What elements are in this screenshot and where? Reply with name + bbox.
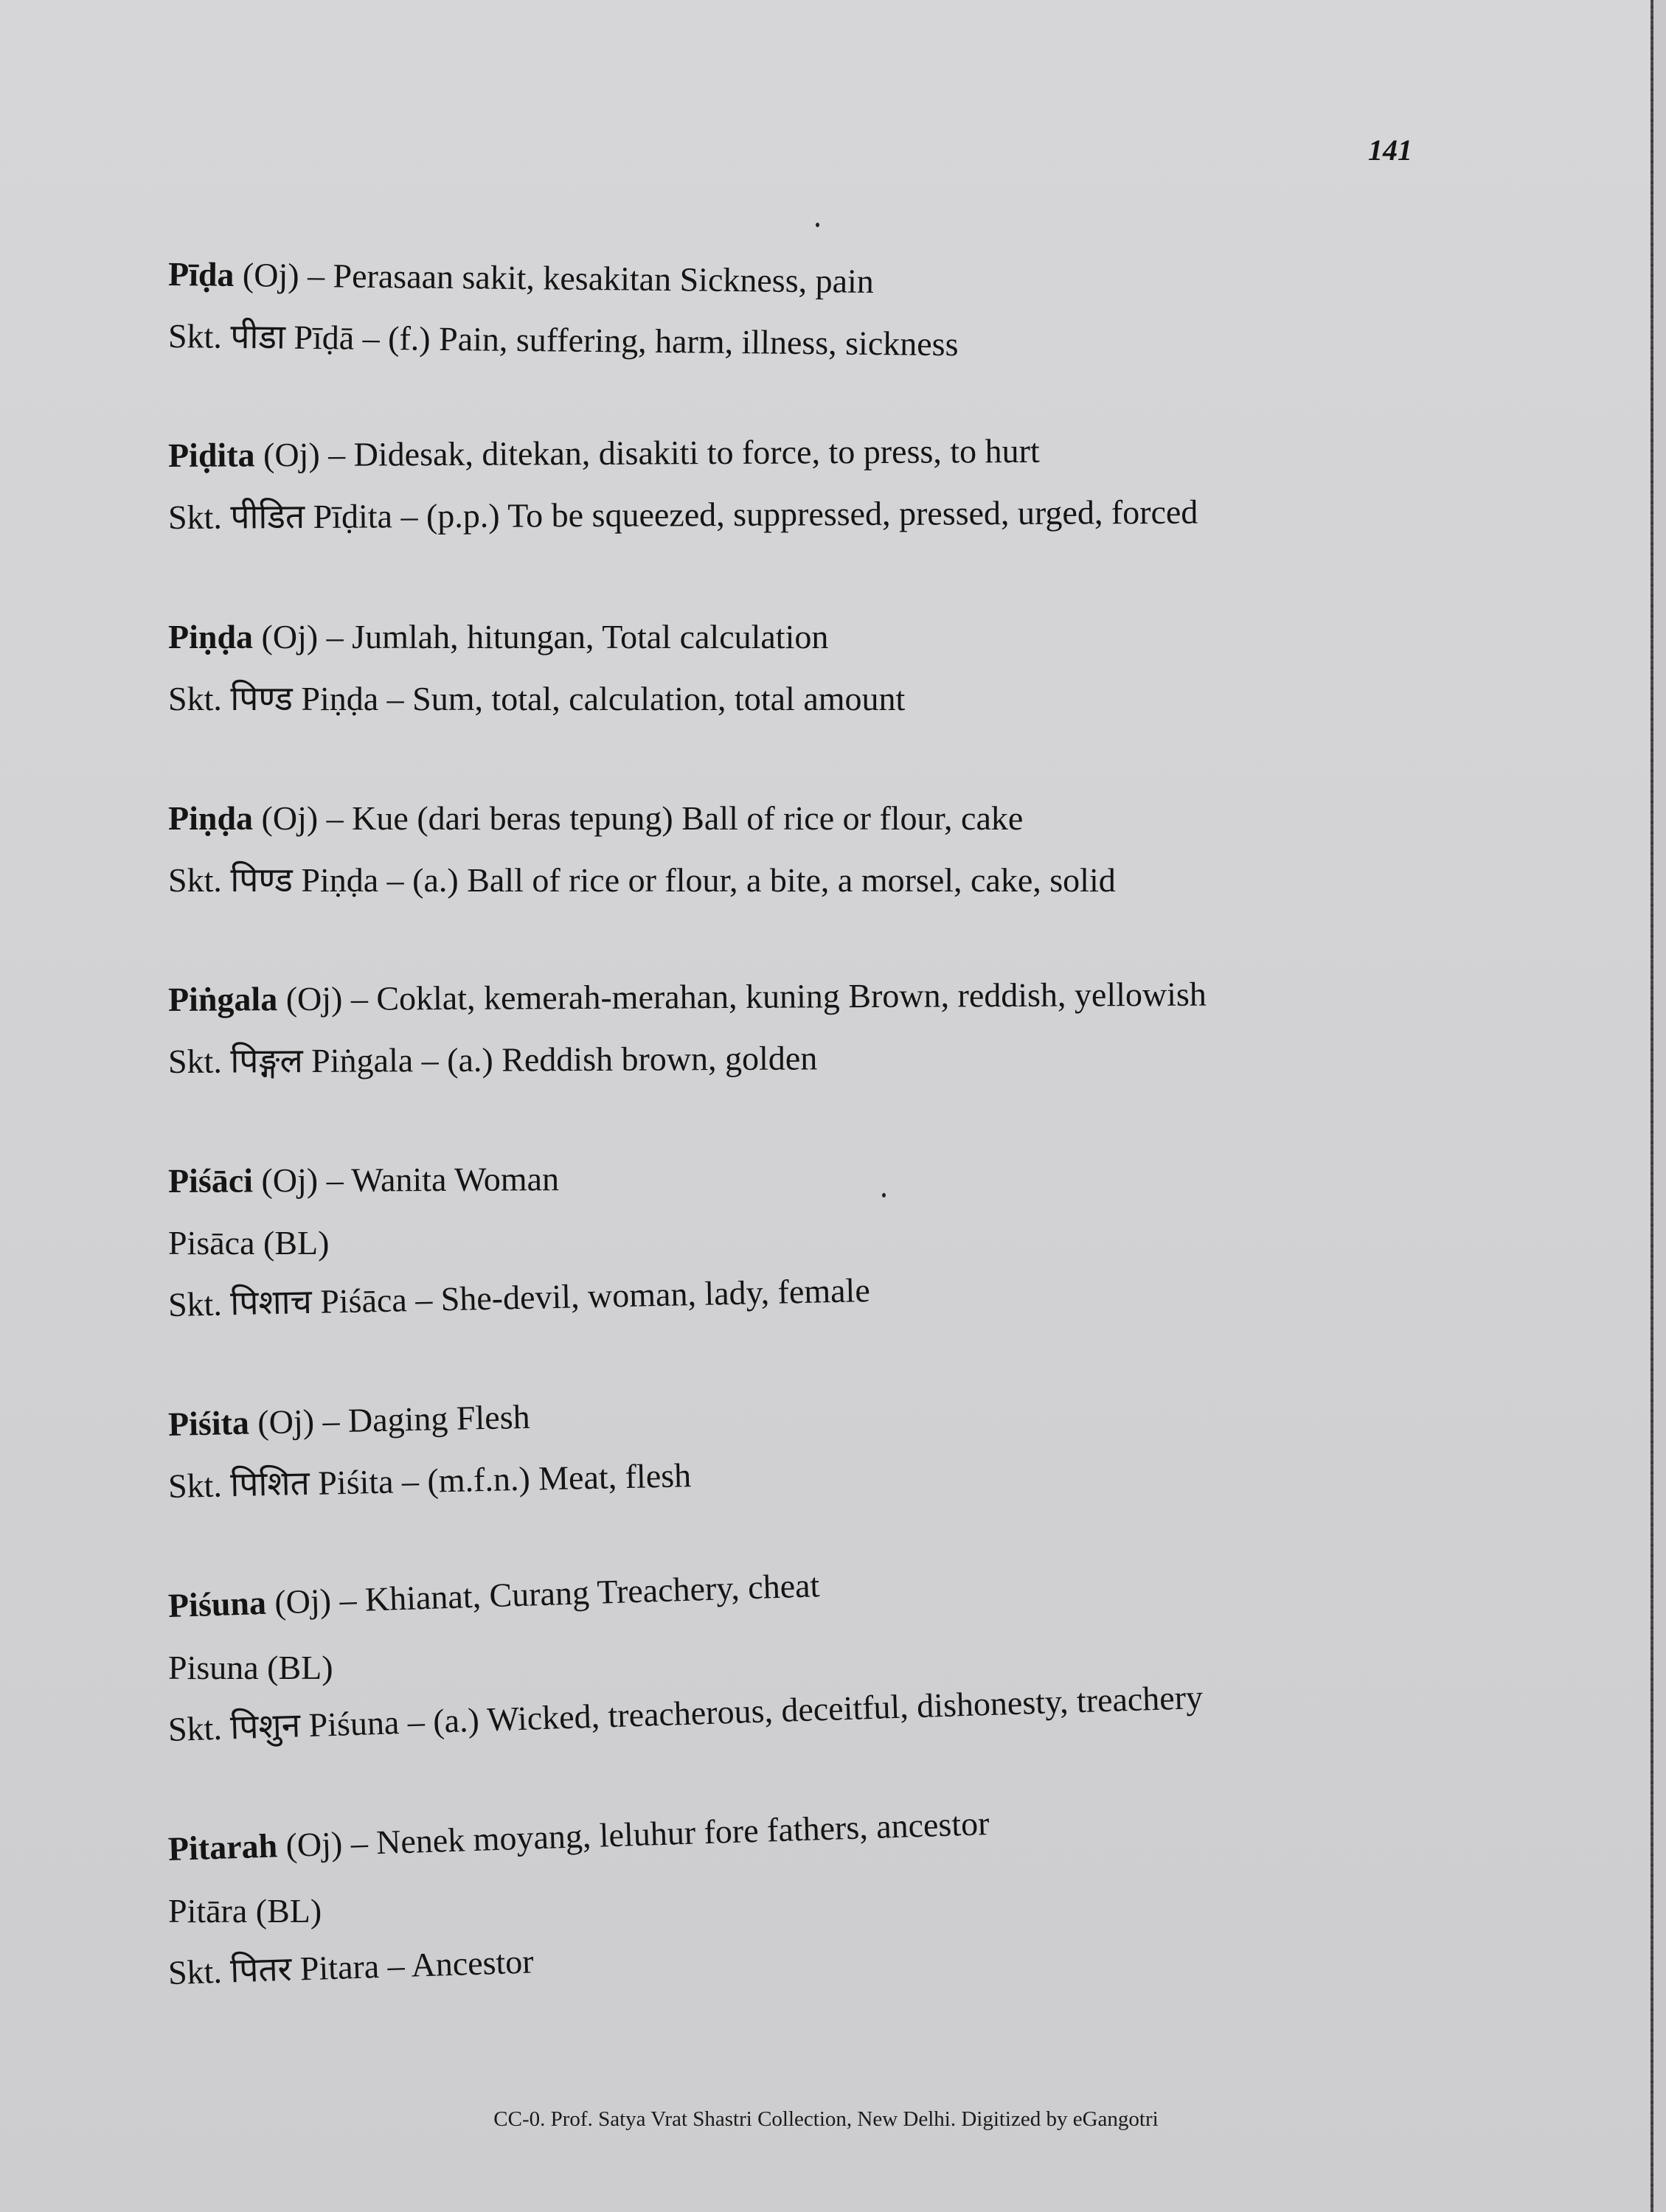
entry-sanskrit-line: Skt. पितर Pitara – Ancestor xyxy=(167,1942,535,1992)
adjacent-page-strip xyxy=(1653,0,1666,2212)
entry-headword: Piśāci xyxy=(167,1161,254,1200)
entry-definition-line xyxy=(167,1533,1511,1637)
entry-sanskrit-line: Skt. पिण्ड Piṇḍa – Sum, total, calculation, total amount xyxy=(168,680,906,717)
entry-sanskrit-line: Skt. पीडित Pīḍita – (p.p.) To be squeezed, suppressed, pressed, urged, forced xyxy=(167,493,1198,536)
entry-sanskrit-line: Skt. पीडा Pīḍā – (f.) Pain, suffering, harm, illness, sickness xyxy=(167,317,959,364)
entry-sanskrit-line: Skt. पिशुन Piśuna – (a.) Wicked, treacherous, deceitful, dishonesty, treachery xyxy=(167,1677,1204,1748)
dictionary-entries xyxy=(168,243,1510,2062)
page-number: 141 xyxy=(1368,133,1412,167)
entry-definition-line xyxy=(168,417,1510,487)
entry-variant-line: Pitāra (BL) xyxy=(168,1892,322,1930)
dictionary-entry xyxy=(168,969,1510,1093)
dictionary-entry xyxy=(168,1150,1510,1336)
entry-headword: Piṇḍa xyxy=(168,618,254,655)
dictionary-entry xyxy=(168,1394,1510,1517)
dictionary-entry xyxy=(167,1566,1510,1761)
entry-variant-line: Pisuna (BL) xyxy=(168,1649,333,1686)
entry-definition-line xyxy=(168,961,1510,1031)
dictionary-entry xyxy=(168,243,1510,367)
entry-definition-line xyxy=(168,606,1510,668)
entry-sanskrit-line: Skt. पिशाच Piśāca – She-devil, woman, lady, female xyxy=(167,1271,871,1324)
entry-definition-line xyxy=(168,1143,1510,1212)
entry-gloss: (Oj) – Jumlah, hitungan, Total calculation xyxy=(253,618,829,655)
dictionary-entry xyxy=(168,606,1510,730)
dictionary-entry xyxy=(168,787,1510,911)
entry-headword: Piḍita xyxy=(167,436,255,474)
dictionary-entry xyxy=(167,1804,1510,2004)
entry-gloss: (Oj) – Kue (dari beras tepung) Ball of rice or flour, cake xyxy=(253,799,1024,837)
entry-gloss: (Oj) – Didesak, ditekan, disakiti to force, to press, to hurt xyxy=(254,431,1040,474)
entry-gloss: (Oj) – Nenek moyang, leluhur fore fathers, ancestor xyxy=(277,1804,990,1865)
digitization-credit: CC-0. Prof. Satya Vrat Shastri Collection, New Delhi. Digitized by eGangotri xyxy=(493,2107,1159,2131)
entry-gloss: (Oj) – Daging Flesh xyxy=(249,1397,531,1441)
entry-variant-line: Pisāca (BL) xyxy=(168,1224,330,1262)
entry-gloss: (Oj) – Perasaan sakit, kesakitan Sickness, pain xyxy=(234,255,875,301)
entry-sanskrit-line: Skt. पिशित Piśita – (m.f.n.) Meat, flesh xyxy=(167,1456,692,1505)
entry-sanskrit-line: Skt. पिण्ड Piṇḍa – (a.) Ball of rice or flour, a bite, a morsel, cake, solid xyxy=(168,861,1116,899)
print-speck xyxy=(816,223,819,227)
entry-headword: Pitarah xyxy=(167,1826,278,1868)
entry-headword: Piṇḍa xyxy=(168,799,254,837)
entry-gloss: (Oj) – Coklat, kemerah-merahan, kuning Brown, reddish, yellowish xyxy=(277,975,1207,1018)
entry-sanskrit-line: Skt. पिङ्गल Piṅgala – (a.) Reddish brown, golden xyxy=(167,1039,818,1080)
dictionary-entry xyxy=(168,425,1510,549)
entry-headword: Piśuna xyxy=(167,1583,267,1624)
entry-headword: Piṅgala xyxy=(167,980,278,1018)
entry-headword: Pīḍa xyxy=(167,255,235,293)
entry-definition-line xyxy=(167,1776,1511,1880)
entry-gloss: (Oj) – Khianat, Curang Treachery, cheat xyxy=(265,1566,820,1621)
entry-definition-line xyxy=(168,787,1510,849)
entry-gloss: (Oj) – Wanita Woman xyxy=(252,1160,560,1200)
entry-headword: Piśita xyxy=(167,1403,250,1443)
